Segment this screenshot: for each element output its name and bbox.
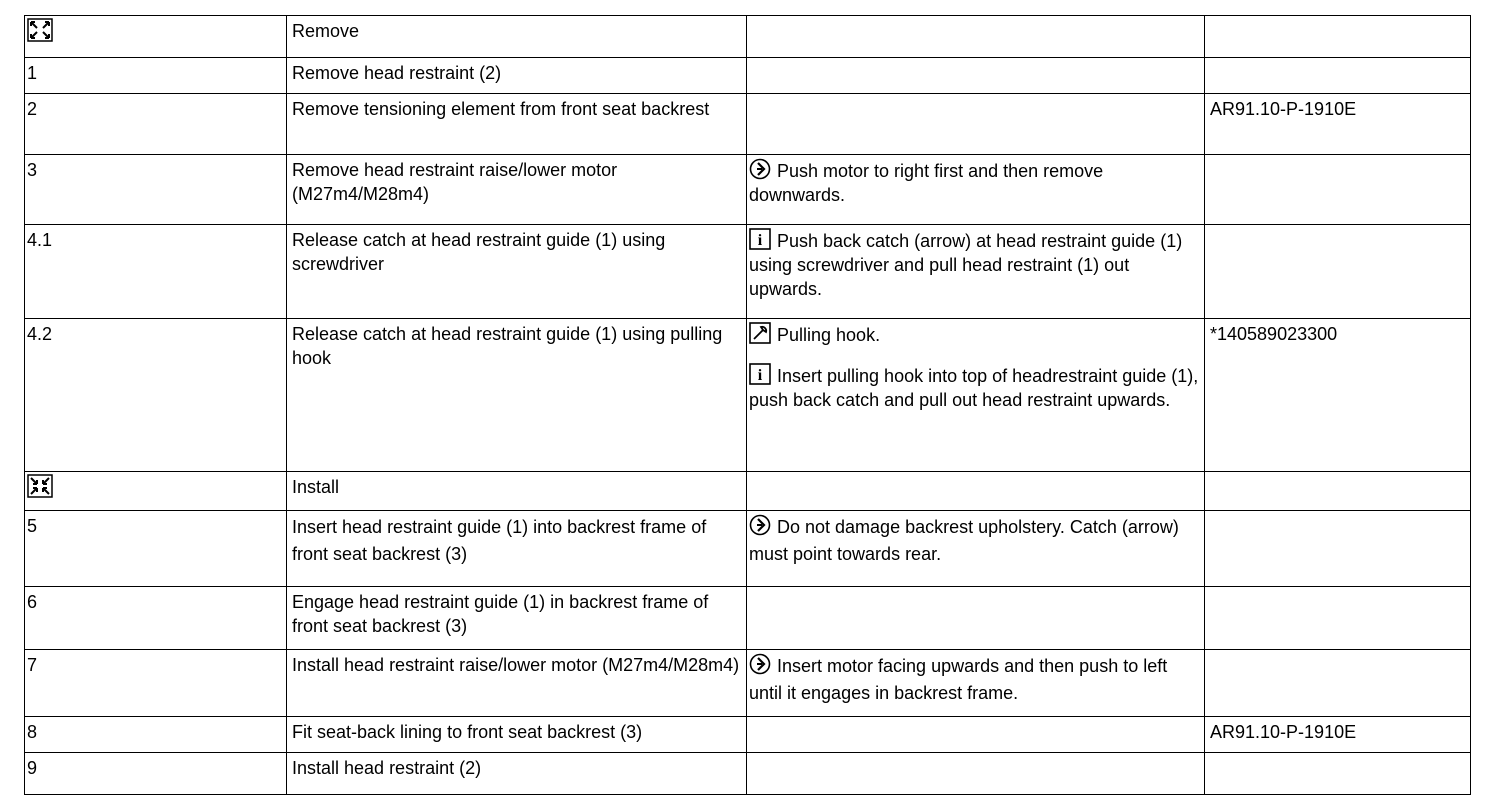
step-cell (25, 16, 287, 58)
notes-cell (747, 587, 1205, 650)
note (749, 511, 1204, 568)
ref-cell (1205, 753, 1471, 795)
ref-cell (1205, 16, 1471, 58)
table-row (25, 225, 1471, 319)
reference-link[interactable]: AR91.10-P-1910E (1210, 722, 1357, 742)
action-text: Fit seat-back lining to front seat backrest (3) (292, 722, 643, 742)
table-row (25, 94, 1471, 155)
step-cell (25, 225, 287, 319)
note-text: Insert pulling hook into top of headrestraint guide (1), push back catch and pull out head restraint upwards. (749, 366, 1199, 410)
note-text: Push motor to right first and then remove downwards. (749, 161, 1104, 205)
ref-cell (1205, 717, 1471, 753)
table-row (25, 319, 1471, 472)
action-cell (287, 717, 747, 753)
table-row (25, 472, 1471, 511)
action-text: Remove (292, 21, 360, 41)
step-cell (25, 511, 287, 587)
action-text: Install head restraint (2) (292, 758, 482, 778)
note (749, 225, 1204, 301)
step-cell (25, 155, 287, 225)
ref-cell (1205, 472, 1471, 511)
action-cell (287, 753, 747, 795)
note (749, 155, 1204, 207)
table-row (25, 753, 1471, 795)
action-text: Remove head restraint (2) (292, 63, 502, 83)
step-cell (25, 94, 287, 155)
step-cell (25, 650, 287, 717)
step-number: 1 (27, 63, 38, 83)
note-text: Pulling hook. (777, 325, 881, 345)
notes-cell (747, 717, 1205, 753)
table-row (25, 587, 1471, 650)
caution-icon (749, 158, 771, 180)
notes-cell (747, 94, 1205, 155)
table-row (25, 16, 1471, 58)
procedure-table (24, 15, 1471, 795)
table-row (25, 155, 1471, 225)
action-cell (287, 511, 747, 587)
collapse-icon (27, 474, 53, 498)
note (749, 650, 1204, 707)
action-cell (287, 650, 747, 717)
ref-cell (1205, 650, 1471, 717)
ref-cell (1205, 511, 1471, 587)
table-row (25, 58, 1471, 94)
action-text: Release catch at head restraint guide (1) using pulling hook (292, 324, 723, 368)
step-number: 3 (27, 160, 38, 180)
action-text: Install (292, 477, 340, 497)
notes-cell (747, 650, 1205, 717)
action-text: Engage head restraint guide (1) in backrest frame of front seat backrest (3) (292, 592, 709, 636)
ref-cell (1205, 225, 1471, 319)
notes-cell (747, 225, 1205, 319)
note-text: Do not damage backrest upholstery. Catch (arrow) must point towards rear. (749, 517, 1179, 564)
notes-cell (747, 155, 1205, 225)
notes-cell (747, 58, 1205, 94)
info-icon (749, 363, 771, 385)
ref-cell (1205, 94, 1471, 155)
action-cell (287, 587, 747, 650)
action-cell (287, 155, 747, 225)
note-text: Push back catch (arrow) at head restraint guide (1) using screwdriver and pull head restraint (1) out upwards. (749, 231, 1183, 299)
step-number: 6 (27, 592, 38, 612)
ref-cell (1205, 587, 1471, 650)
notes-cell (747, 16, 1205, 58)
step-number: 5 (27, 516, 38, 536)
step-cell (25, 753, 287, 795)
expand-icon (27, 18, 53, 42)
action-cell (287, 16, 747, 58)
step-cell (25, 587, 287, 650)
step-cell (25, 319, 287, 472)
step-cell (25, 717, 287, 753)
step-cell (25, 472, 287, 511)
notes-cell (747, 511, 1205, 587)
step-cell (25, 58, 287, 94)
ref-cell (1205, 319, 1471, 472)
action-text: Remove tensioning element from front seat backrest (292, 99, 710, 119)
action-text: Insert head restraint guide (1) into backrest frame of front seat backrest (3) (292, 517, 707, 564)
tool-icon (749, 322, 771, 344)
action-cell (287, 472, 747, 511)
notes-cell (747, 753, 1205, 795)
action-text: Install head restraint raise/lower motor (M27m4/M28m4) (292, 655, 740, 675)
table-row (25, 511, 1471, 587)
notes-cell (747, 472, 1205, 511)
svg-text:i: i (757, 367, 763, 384)
step-number: 7 (27, 655, 38, 675)
step-number: 4.2 (27, 324, 53, 344)
ref-cell (1205, 155, 1471, 225)
note-text: Insert motor facing upwards and then push to left until it engages in backrest frame. (749, 656, 1168, 703)
svg-text:i: i (757, 232, 763, 249)
step-number: 4.1 (27, 230, 53, 250)
action-cell (287, 319, 747, 472)
reference-link[interactable]: AR91.10-P-1910E (1210, 99, 1357, 119)
reference-link[interactable]: *140589023300 (1210, 324, 1338, 344)
action-cell (287, 94, 747, 155)
ref-cell (1205, 58, 1471, 94)
caution-icon (749, 514, 771, 536)
caution-icon (749, 653, 771, 675)
action-cell (287, 58, 747, 94)
notes-cell (747, 319, 1205, 472)
action-cell (287, 225, 747, 319)
note (749, 319, 1204, 347)
step-number: 8 (27, 722, 38, 742)
action-text: Remove head restraint raise/lower motor (M27m4/M28m4) (292, 160, 618, 204)
action-text: Release catch at head restraint guide (1) using screwdriver (292, 230, 666, 274)
step-number: 2 (27, 99, 38, 119)
table-row (25, 650, 1471, 717)
info-icon (749, 228, 771, 250)
step-number: 9 (27, 758, 38, 778)
note (749, 363, 1204, 412)
table-row (25, 717, 1471, 753)
